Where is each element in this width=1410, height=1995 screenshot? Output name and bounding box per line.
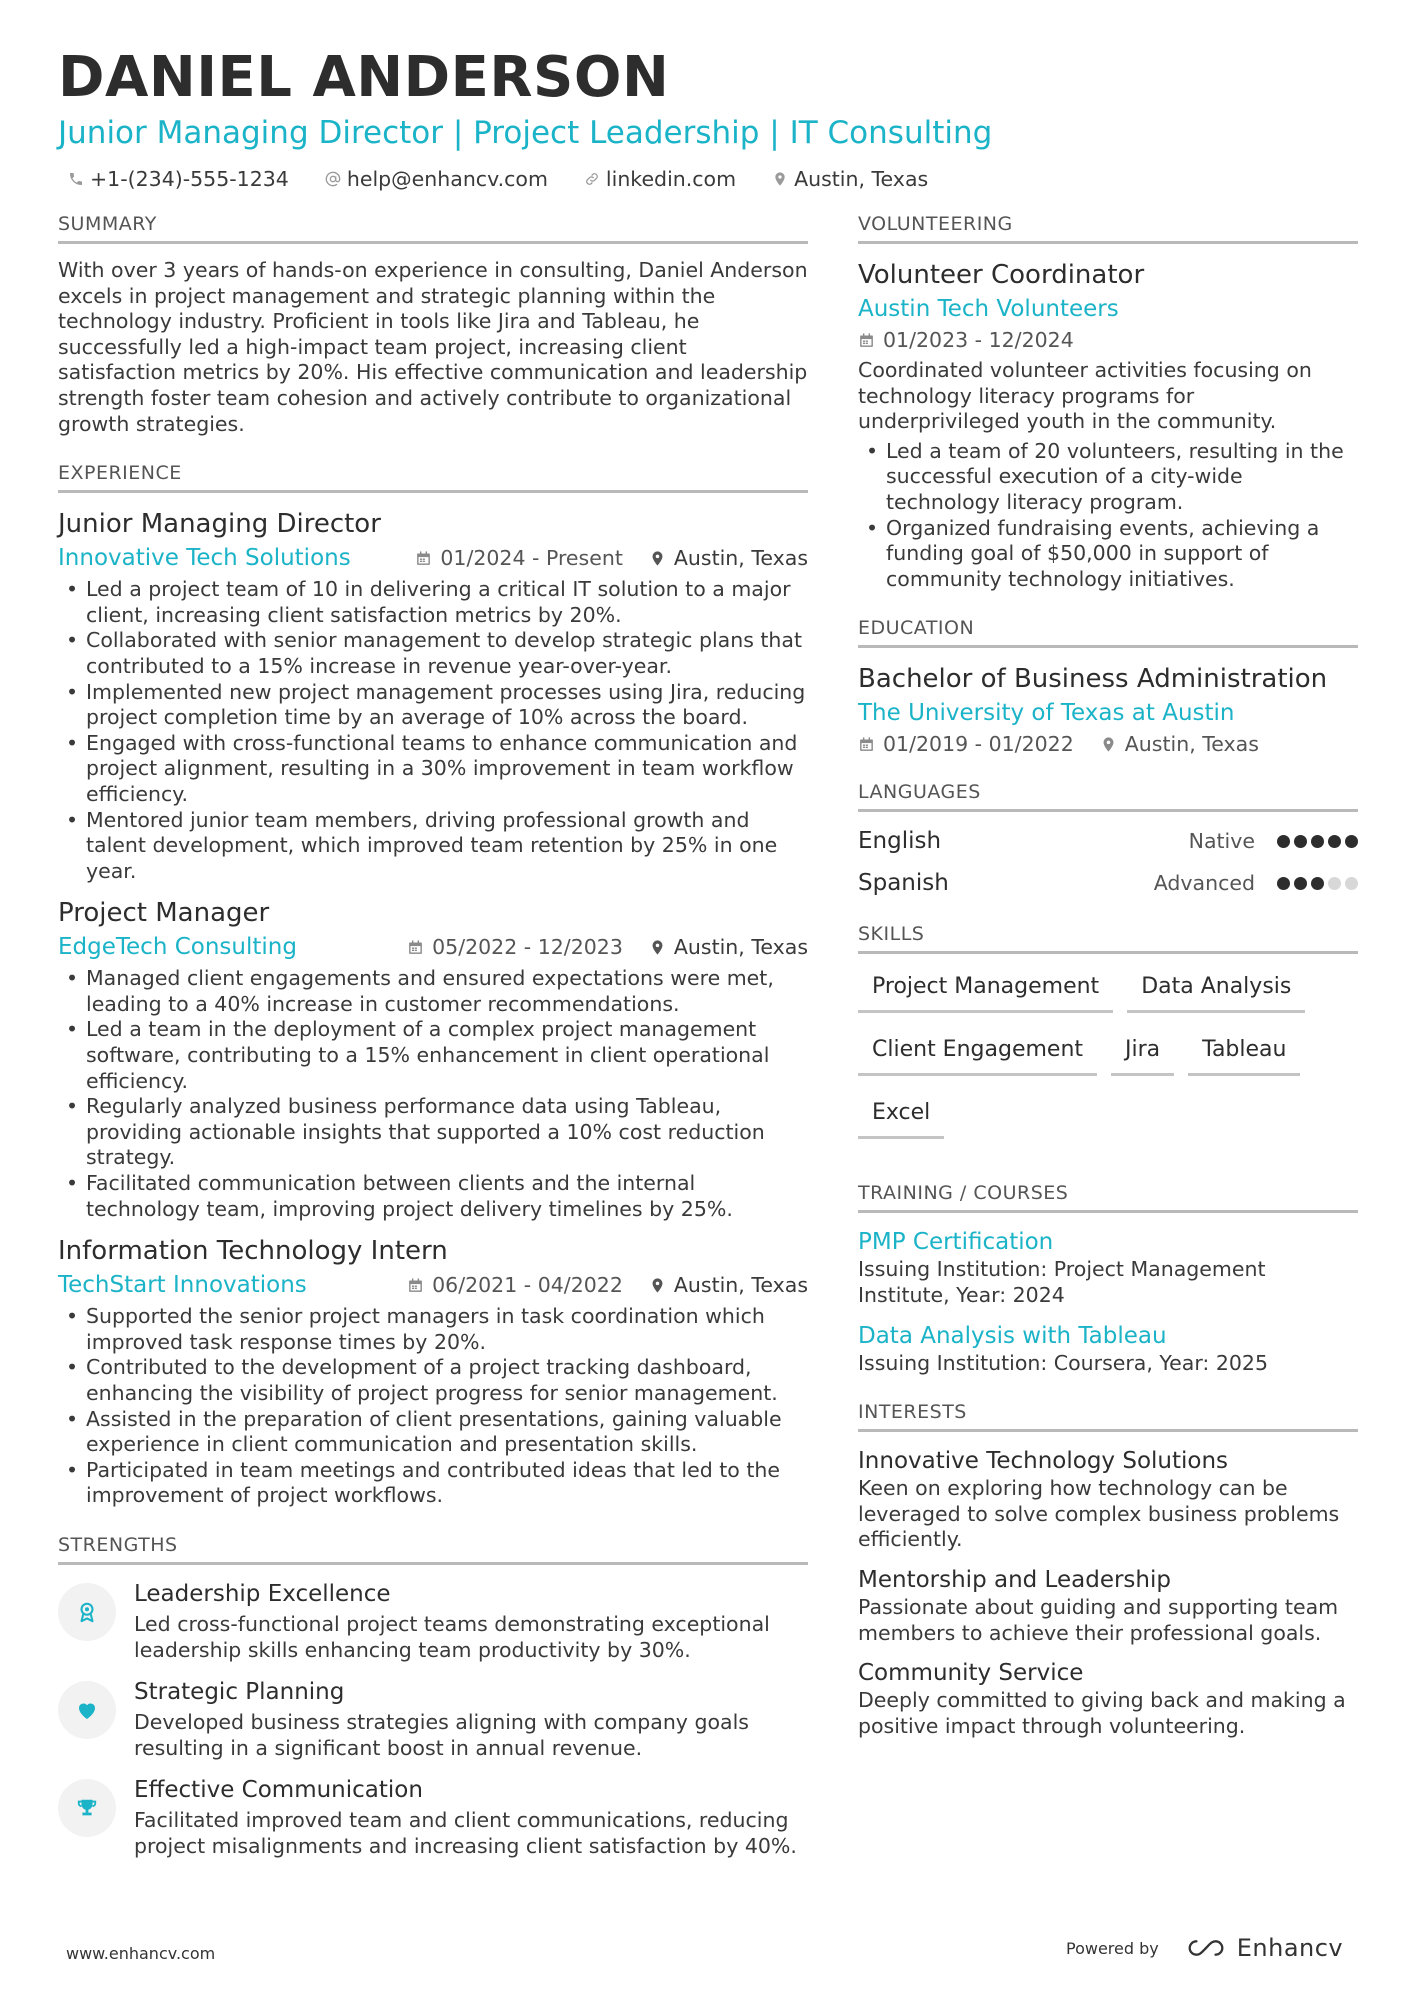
rating-dot-filled: [1311, 835, 1324, 848]
strength-item: [58, 1579, 808, 1663]
course-title: Data Analysis with Tableau: [858, 1322, 1167, 1349]
job-bullets: [58, 1304, 808, 1509]
bullet-item: • Supported the senior project managers in task coordination which improved task response times by 20%.: [58, 1304, 808, 1355]
location-pin-icon: [649, 550, 666, 567]
bullet-item: • Led a team in the deployment of a complex project management software, contributing to a 15% enhancement in client operational efficiency.: [58, 1017, 808, 1094]
company-name: TechStart Innovations: [58, 1272, 307, 1299]
rating-dot-filled: [1277, 835, 1290, 848]
job-bullets: [58, 577, 808, 884]
bullet-item: • Facilitated communication between clients and the internal technology team, improving project delivery timelines by 25%.: [58, 1171, 808, 1222]
phone-icon: [68, 171, 84, 187]
education-section: [858, 616, 1358, 756]
location-pin-icon: [649, 1277, 666, 1294]
languages-heading: LANGUAGES: [858, 780, 1358, 812]
rating-dot-filled: [1294, 835, 1307, 848]
heart-icon: [58, 1681, 116, 1739]
training-heading: TRAINING / COURSES: [858, 1181, 1358, 1213]
volunteer-org: Austin Tech Volunteers: [858, 296, 1119, 322]
course-item: [858, 1321, 1358, 1377]
education-heading: EDUCATION: [858, 616, 1358, 648]
interest-title: Mentorship and Leadership: [858, 1566, 1171, 1593]
interest-desc: Keen on exploring how technology can be leveraged to solve complex business problems efficiently.: [858, 1476, 1340, 1552]
strength-item: [58, 1775, 808, 1859]
bullet-item: • Managed client engagements and ensured expectations were met, leading to a 40% increase in customer recommendations.: [58, 966, 808, 1017]
interest-title: Innovative Technology Solutions: [858, 1448, 1229, 1475]
job-entry: [58, 507, 808, 884]
volunteer-role: Volunteer Coordinator: [858, 260, 1145, 290]
job-location: [649, 546, 808, 570]
bullet-item: • Mentored junior team members, driving professional growth and talent development, which improved team retention by 25% in one year.: [58, 808, 808, 885]
language-level-wrap: [1154, 871, 1358, 895]
trophy-icon: [58, 1779, 116, 1837]
bullet-item: • Assisted in the preparation of client presentations, gaining valuable experience in client communication and presentation skills.: [58, 1407, 808, 1458]
bullet-item: • Participated in team meetings and contributed ideas that led to the improvement of project workflows.: [58, 1458, 808, 1509]
email-text: help@enhancv.com: [346, 167, 548, 191]
job-meta: [381, 1273, 808, 1297]
language-name: Spanish: [858, 870, 949, 897]
interest-item: [858, 1565, 1358, 1646]
calendar-icon: [858, 332, 875, 349]
job-title: Junior Managing Director: [58, 509, 381, 540]
rating-dot-filled: [1328, 835, 1341, 848]
strength-title: Effective Communication: [134, 1777, 423, 1804]
skill-tag: Excel: [858, 1094, 944, 1139]
company-name: Innovative Tech Solutions: [58, 545, 351, 572]
skills-list: [858, 968, 1358, 1157]
award-icon: [58, 1583, 116, 1641]
brand-name[interactable]: Enhancv: [1236, 1934, 1344, 1962]
at-icon: [325, 171, 341, 187]
interest-item: [858, 1446, 1358, 1553]
calendar-icon: [858, 736, 875, 753]
location-pin-icon: [649, 939, 666, 956]
skill-tag: Jira: [1111, 1031, 1174, 1076]
language-item: [858, 826, 1358, 856]
job-meta: [389, 546, 808, 570]
language-level-wrap: [1189, 829, 1358, 853]
link-icon: [584, 171, 600, 187]
left-column: [58, 212, 808, 1884]
bullet-item: • Led a team of 20 volunteers, resulting in the successful execution of a city-wide technology literacy program.: [858, 439, 1358, 516]
job-title: Project Manager: [58, 898, 270, 929]
strengths-section: [58, 1533, 808, 1860]
education-dates: [858, 732, 1074, 756]
company-name: EdgeTech Consulting: [58, 934, 297, 961]
rating-dot-filled: [1311, 877, 1324, 890]
job-entry: [58, 896, 808, 1222]
job-dates-text: 06/2021 - 04/2022: [432, 1273, 623, 1298]
bullet-item: • Led a project team of 10 in delivering a critical IT solution to a major client, increasing client satisfaction metrics by 20%.: [58, 577, 808, 628]
contact-row: [58, 167, 1358, 191]
skills-section: [858, 922, 1358, 1157]
strength-desc: Developed business strategies aligning with company goals resulting in a significant boost in annual revenue.: [134, 1710, 749, 1760]
job-meta-row: [58, 932, 808, 962]
linkedin-text: linkedin.com: [605, 167, 737, 191]
job-location-text: Austin, Texas: [673, 935, 808, 960]
bullet-item: • Implemented new project management processes using Jira, reducing project completion time by an average of 10% across the board.: [58, 680, 808, 731]
right-column: [858, 212, 1358, 1763]
rating-dot-empty: [1345, 877, 1358, 890]
interest-desc: Passionate about guiding and supporting team members to achieve their professional goals.: [858, 1594, 1339, 1645]
interest-item: [858, 1658, 1358, 1739]
education-dates-text: 01/2019 - 01/2022: [883, 732, 1074, 757]
strengths-heading: STRENGTHS: [58, 1533, 808, 1565]
skill-tag: Project Management: [858, 968, 1113, 1013]
job-dates: [407, 1273, 623, 1297]
training-section: [858, 1181, 1358, 1376]
resume-header: [58, 44, 1358, 191]
volunteering-heading: VOLUNTEERING: [858, 212, 1358, 244]
summary-text: With over 3 years of hands-on experience in consulting, Daniel Anderson excels in project management and strategic planning within the technology industry. Proficient in tools like Jira and Tableau, he successfully led a high-impact team project, increasing client satisfaction metrics by 20%. His effective communication and leadership strength foster team cohesion and actively contribute to organizational growth strategies.: [58, 258, 808, 436]
rating-dot-filled: [1345, 835, 1358, 848]
bullet-item: • Engaged with cross-functional teams to enhance communication and project alignment, resulting in a 30% improvement in team workflow efficiency.: [58, 731, 808, 808]
interests-heading: INTERESTS: [858, 1400, 1358, 1432]
skill-tag: Tableau: [1188, 1031, 1300, 1076]
job-dates: [407, 935, 623, 959]
course-title: PMP Certification: [858, 1229, 1054, 1256]
rating-dot-filled: [1277, 877, 1290, 890]
school-name: The University of Texas at Austin: [858, 700, 1235, 727]
rating-dot-empty: [1328, 877, 1341, 890]
calendar-icon: [407, 1277, 424, 1294]
volunteer-dates: [858, 328, 1358, 352]
strength-title: Leadership Excellence: [134, 1580, 391, 1607]
candidate-name: DANIEL ANDERSON: [58, 45, 670, 110]
interest-desc: Deeply committed to giving back and making a positive impact through volunteering.: [858, 1688, 1346, 1738]
course-item: [858, 1227, 1358, 1308]
job-location: [649, 1273, 808, 1297]
strength-desc: Facilitated improved team and client communications, reducing project misalignments and increasing client satisfaction by 40%.: [134, 1808, 797, 1858]
education-location-text: Austin, Texas: [1124, 732, 1259, 757]
language-name: English: [858, 828, 942, 855]
enhancv-logo-icon: [1183, 1936, 1229, 1960]
degree: Bachelor of Business Administration: [858, 664, 1328, 695]
strength-title: Strategic Planning: [134, 1679, 345, 1706]
interests-section: [858, 1400, 1358, 1739]
candidate-headline: Junior Managing Director | Project Leadership | IT Consulting: [58, 115, 993, 151]
language-rating: [1273, 877, 1358, 890]
powered-by-text: Powered by: [1066, 1938, 1159, 1958]
language-rating: [1273, 835, 1358, 848]
job-meta-row: [58, 543, 808, 573]
languages-section: [858, 780, 1358, 898]
volunteer-desc: Coordinated volunteer activities focusing on technology literacy programs for underprivileged youth in the community.: [858, 358, 1312, 434]
job-dates: [415, 546, 623, 570]
location-pin-icon: [1100, 736, 1117, 753]
bullet-item: • Regularly analyzed business performance data using Tableau, providing actionable insights that supported a 10% cost reduction strategy.: [58, 1094, 808, 1171]
contact-phone[interactable]: [58, 167, 289, 191]
job-location-text: Austin, Texas: [673, 546, 808, 571]
location-text: Austin, Texas: [794, 167, 929, 191]
interest-title: Community Service: [858, 1660, 1084, 1687]
education-meta: [858, 732, 1358, 756]
skill-tag: Client Engagement: [858, 1031, 1097, 1076]
job-dates-text: 01/2024 - Present: [440, 546, 623, 571]
volunteer-bullets: [858, 439, 1358, 593]
bullet-item: • Organized fundraising events, achieving a funding goal of $50,000 in support of community technology initiatives.: [858, 516, 1358, 593]
experience-heading: EXPERIENCE: [58, 461, 808, 493]
job-bullets: [58, 966, 808, 1222]
volunteer-dates-text: 01/2023 - 12/2024: [883, 328, 1074, 352]
strength-body: [134, 1677, 808, 1761]
language-level: Native: [1188, 829, 1255, 854]
course-desc: Issuing Institution: Coursera, Year: 2025: [858, 1350, 1269, 1375]
language-level: Advanced: [1153, 871, 1255, 896]
summary-heading: SUMMARY: [58, 212, 808, 244]
job-title: Information Technology Intern: [58, 1236, 448, 1267]
contact-location: [762, 167, 928, 191]
job-meta-row: [58, 1270, 808, 1300]
bullet-item: • Collaborated with senior management to develop strategic plans that contributed to a 15% increase in revenue year-over-year.: [58, 628, 808, 679]
job-entry: [58, 1234, 808, 1509]
strength-body: [134, 1775, 808, 1859]
bullet-item: • Contributed to the development of a project tracking dashboard, enhancing the visibility of project progress for senior management.: [58, 1355, 808, 1406]
education-location: [1100, 732, 1259, 756]
job-meta: [381, 935, 808, 959]
calendar-icon: [407, 939, 424, 956]
skill-tag: Data Analysis: [1127, 968, 1305, 1013]
footer-website[interactable]: www.enhancv.com: [66, 1944, 216, 1963]
experience-section: [58, 461, 808, 1509]
skills-heading: SKILLS: [858, 922, 1358, 954]
job-location: [649, 935, 808, 959]
contact-email[interactable]: [315, 167, 548, 191]
volunteer-dates-wrap: [858, 328, 1074, 352]
phone-text: +1-(234)-555-1234: [90, 167, 289, 191]
contact-linkedin[interactable]: [574, 167, 736, 191]
footer-branding: [1066, 1934, 1343, 1962]
location-pin-icon: [772, 171, 788, 187]
language-item: [858, 868, 1358, 898]
job-location-text: Austin, Texas: [673, 1273, 808, 1298]
volunteering-section: [858, 212, 1358, 592]
strength-desc: Led cross-functional project teams demonstrating exceptional leadership skills enhancing team productivity by 30%.: [134, 1611, 770, 1662]
strength-body: [134, 1579, 808, 1663]
calendar-icon: [415, 550, 432, 567]
job-dates-text: 05/2022 - 12/2023: [432, 935, 623, 960]
summary-section: [58, 212, 808, 437]
strength-item: [58, 1677, 808, 1761]
course-desc: Issuing Institution: Project Management Institute, Year: 2024: [858, 1257, 1266, 1307]
rating-dot-filled: [1294, 877, 1307, 890]
